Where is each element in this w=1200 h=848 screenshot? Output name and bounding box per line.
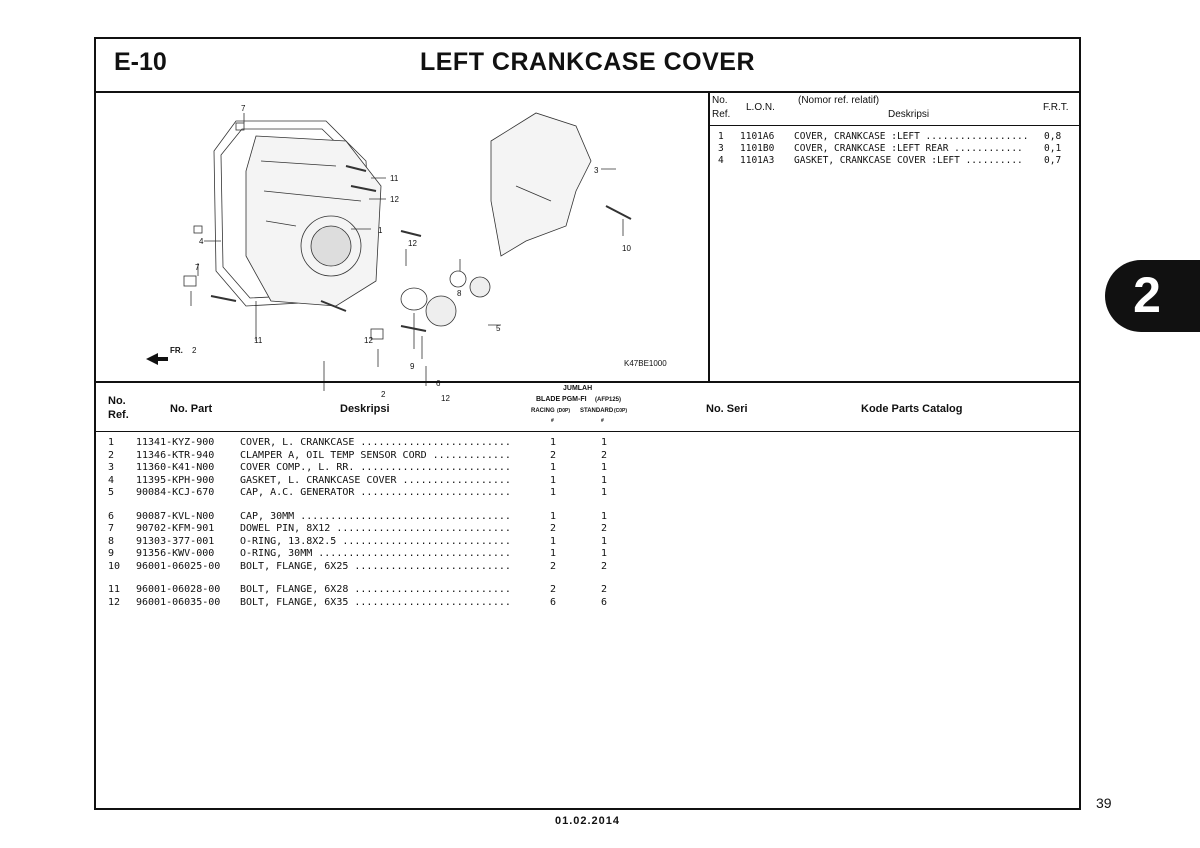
qty-standard: 1 [601, 462, 608, 473]
lon-no: 3 [718, 143, 724, 154]
issue-date: 01.02.2014 [554, 815, 621, 827]
part-ref: 11 [108, 584, 121, 595]
qty-standard: 1 [601, 474, 608, 486]
cap-generator [470, 277, 490, 297]
parts-head-racing: RACING [531, 408, 555, 414]
lon-head-desc: Deskripsi [888, 109, 930, 120]
parts-head-mark-a: # [551, 418, 554, 424]
part-desc: COVER COMP., L. RR. ......................... [240, 462, 511, 473]
parts-head-no: No. [108, 395, 126, 407]
table-row [96, 561, 696, 574]
table-row [96, 487, 696, 500]
part-ref: 4 [108, 474, 115, 486]
lon-code: 1101A6 [740, 131, 775, 142]
section-tab-number: 2 [1133, 267, 1161, 323]
table-row [96, 548, 696, 561]
table-row [96, 597, 696, 610]
lon-row [708, 143, 1079, 155]
figure-code: K47BE1000 [624, 359, 667, 368]
callout-2a: 2 [192, 346, 197, 355]
section-tab [1105, 260, 1200, 332]
parts-head-kode: Kode Parts Catalog [861, 403, 963, 415]
table-row [96, 462, 696, 475]
part-ref: 5 [108, 487, 115, 498]
qty-standard: 1 [601, 487, 608, 498]
qty-standard: 2 [601, 584, 608, 595]
part-number: 96001-06025-00 [136, 560, 221, 572]
callout-12b: 12 [408, 239, 417, 248]
part-ref: 9 [108, 548, 115, 559]
part-number: 91356-KWV-000 [136, 548, 215, 559]
rear-cover-shape [491, 113, 591, 256]
lon-table-body [708, 131, 1079, 167]
callout-1: 1 [378, 226, 383, 235]
qty-racing: 1 [550, 474, 557, 486]
lon-head-no: No. [712, 95, 728, 106]
title-row [96, 39, 1079, 93]
qty-racing: 1 [550, 535, 557, 547]
catalog-page-frame [94, 37, 1081, 810]
part-ref: 3 [108, 462, 115, 473]
part-desc: O-RING, 30MM ................................ [240, 548, 511, 559]
cover-boss-center [311, 226, 351, 266]
callout-2b: 2 [381, 390, 386, 399]
qty-racing: 6 [550, 596, 557, 608]
table-row [96, 584, 696, 597]
callout-7a: 7 [241, 104, 246, 113]
table-row [96, 511, 696, 524]
front-label: FR. [170, 346, 183, 355]
lon-desc: GASKET, CRANKCASE COVER :LEFT .......... [794, 155, 1023, 166]
lon-head-frt: F.R.T. [1043, 102, 1069, 113]
callout-4: 4 [199, 237, 204, 246]
parts-head-desc: Deskripsi [340, 403, 390, 415]
qty-racing: 2 [550, 584, 557, 595]
part-ref: 12 [108, 596, 121, 608]
callout-12d: 12 [441, 394, 450, 403]
part-number: 96001-06035-00 [136, 596, 221, 608]
part-desc: GASKET, L. CRANKCASE COVER .................. [240, 474, 511, 486]
section-code: E-10 [114, 48, 167, 76]
lon-head-nomor: (Nomor ref. relatif) [798, 95, 880, 106]
qty-racing: 1 [550, 437, 557, 448]
part-number: 11360-K41-N00 [136, 462, 215, 473]
lon-desc: COVER, CRANKCASE :LEFT .................. [794, 131, 1029, 142]
lon-frt: 0,8 [1044, 131, 1062, 142]
parts-head-ref: Ref. [108, 409, 129, 421]
part-desc: COVER, L. CRANKCASE ......................... [240, 437, 511, 448]
qty-racing: 1 [550, 548, 557, 559]
callout-10: 10 [622, 244, 631, 253]
part-ref: 2 [108, 449, 115, 461]
part-number: 96001-06028-00 [136, 584, 221, 595]
qty-standard: 2 [601, 560, 608, 572]
qty-standard: 2 [601, 523, 608, 534]
part-desc: O-RING, 13.8X2.5 ............................ [240, 535, 511, 547]
parts-table-body [96, 437, 696, 609]
page-title: LEFT CRANKCASE COVER [419, 48, 755, 76]
part-desc: BOLT, FLANGE, 6X35 .......................... [240, 596, 511, 608]
qty-standard: 1 [601, 437, 608, 448]
parts-head-racing-code: (D0P) [557, 408, 571, 414]
qty-standard: 2 [601, 449, 608, 461]
callout-11b: 11 [254, 336, 263, 345]
table-row [96, 536, 696, 549]
lon-no: 4 [718, 155, 724, 166]
part-number: 91303-377-001 [136, 535, 215, 547]
callout-7b: 7 [195, 263, 200, 272]
o-ring-small [450, 271, 466, 287]
table-row [96, 437, 696, 450]
clamper-left [184, 276, 196, 286]
lon-table-header [708, 91, 1079, 126]
parts-head-model-code: (AFP125) [595, 397, 622, 403]
parts-table-header [96, 381, 1079, 432]
table-row [96, 523, 696, 536]
callout-12a: 12 [390, 195, 399, 204]
part-desc: DOWEL PIN, 8X12 ............................. [240, 523, 511, 534]
parts-head-standard-code: (C0P) [614, 408, 628, 414]
callout-9: 9 [410, 362, 415, 371]
o-ring-large [401, 288, 427, 310]
callout-6: 6 [436, 379, 441, 388]
lon-code: 1101B0 [740, 143, 775, 154]
part-number: 11346-KTR-940 [136, 449, 215, 461]
part-number: 90087-KVL-N00 [136, 510, 215, 522]
parts-head-jumlah: JUMLAH [563, 385, 593, 392]
part-number: 11395-KPH-900 [136, 474, 215, 486]
cap-30mm [426, 296, 456, 326]
part-ref: 1 [108, 437, 115, 448]
callout-3: 3 [594, 166, 599, 175]
qty-racing: 1 [550, 510, 557, 522]
callout-11a: 11 [390, 174, 399, 183]
part-number: 90084-KCJ-670 [136, 487, 215, 498]
part-desc: CAP, 30MM ................................... [240, 510, 511, 522]
part-desc: BOLT, FLANGE, 6X28 .......................... [240, 584, 511, 595]
parts-head-standard: STANDARD [580, 408, 614, 414]
dowel-pin-left [194, 226, 202, 233]
table-row [96, 450, 696, 463]
part-ref: 6 [108, 510, 115, 522]
callout-12c: 12 [364, 336, 373, 345]
part-ref: 10 [108, 560, 121, 572]
callout-5: 5 [496, 324, 501, 333]
part-ref: 8 [108, 535, 115, 547]
qty-racing: 2 [550, 523, 557, 534]
qty-racing: 1 [550, 462, 557, 473]
table-row [96, 475, 696, 488]
qty-standard: 6 [601, 596, 608, 608]
front-arrow-icon [146, 353, 168, 365]
qty-standard: 1 [601, 510, 608, 522]
page-number: 39 [1096, 795, 1112, 811]
qty-standard: 1 [601, 548, 608, 559]
lon-frt: 0,7 [1044, 155, 1062, 166]
qty-racing: 2 [550, 449, 557, 461]
parts-head-part: No. Part [170, 403, 213, 415]
qty-standard: 1 [601, 535, 608, 547]
qty-racing: 2 [550, 560, 557, 572]
lon-frt: 0,1 [1044, 143, 1062, 154]
lon-row [708, 155, 1079, 167]
lon-desc: COVER, CRANKCASE :LEFT REAR ............ [794, 143, 1023, 154]
qty-racing: 1 [550, 487, 557, 498]
part-desc: CAP, A.C. GENERATOR ......................... [240, 487, 511, 498]
part-desc: CLAMPER A, OIL TEMP SENSOR CORD ............. [240, 449, 511, 461]
lon-code: 1101A3 [740, 155, 775, 166]
lon-row [708, 131, 1079, 143]
parts-head-seri: No. Seri [706, 403, 748, 415]
lon-no: 1 [718, 131, 724, 142]
parts-head-mark-b: # [601, 418, 604, 424]
callout-8: 8 [457, 289, 462, 298]
lon-head-lon: L.O.N. [746, 102, 775, 113]
lon-head-ref: Ref. [712, 109, 731, 120]
part-ref: 7 [108, 523, 115, 534]
part-number: 90702-KFM-901 [136, 523, 215, 534]
part-desc: BOLT, FLANGE, 6X25 .......................... [240, 560, 511, 572]
parts-head-model: BLADE PGM-FI [536, 396, 587, 403]
part-number: 11341-KYZ-900 [136, 437, 215, 448]
